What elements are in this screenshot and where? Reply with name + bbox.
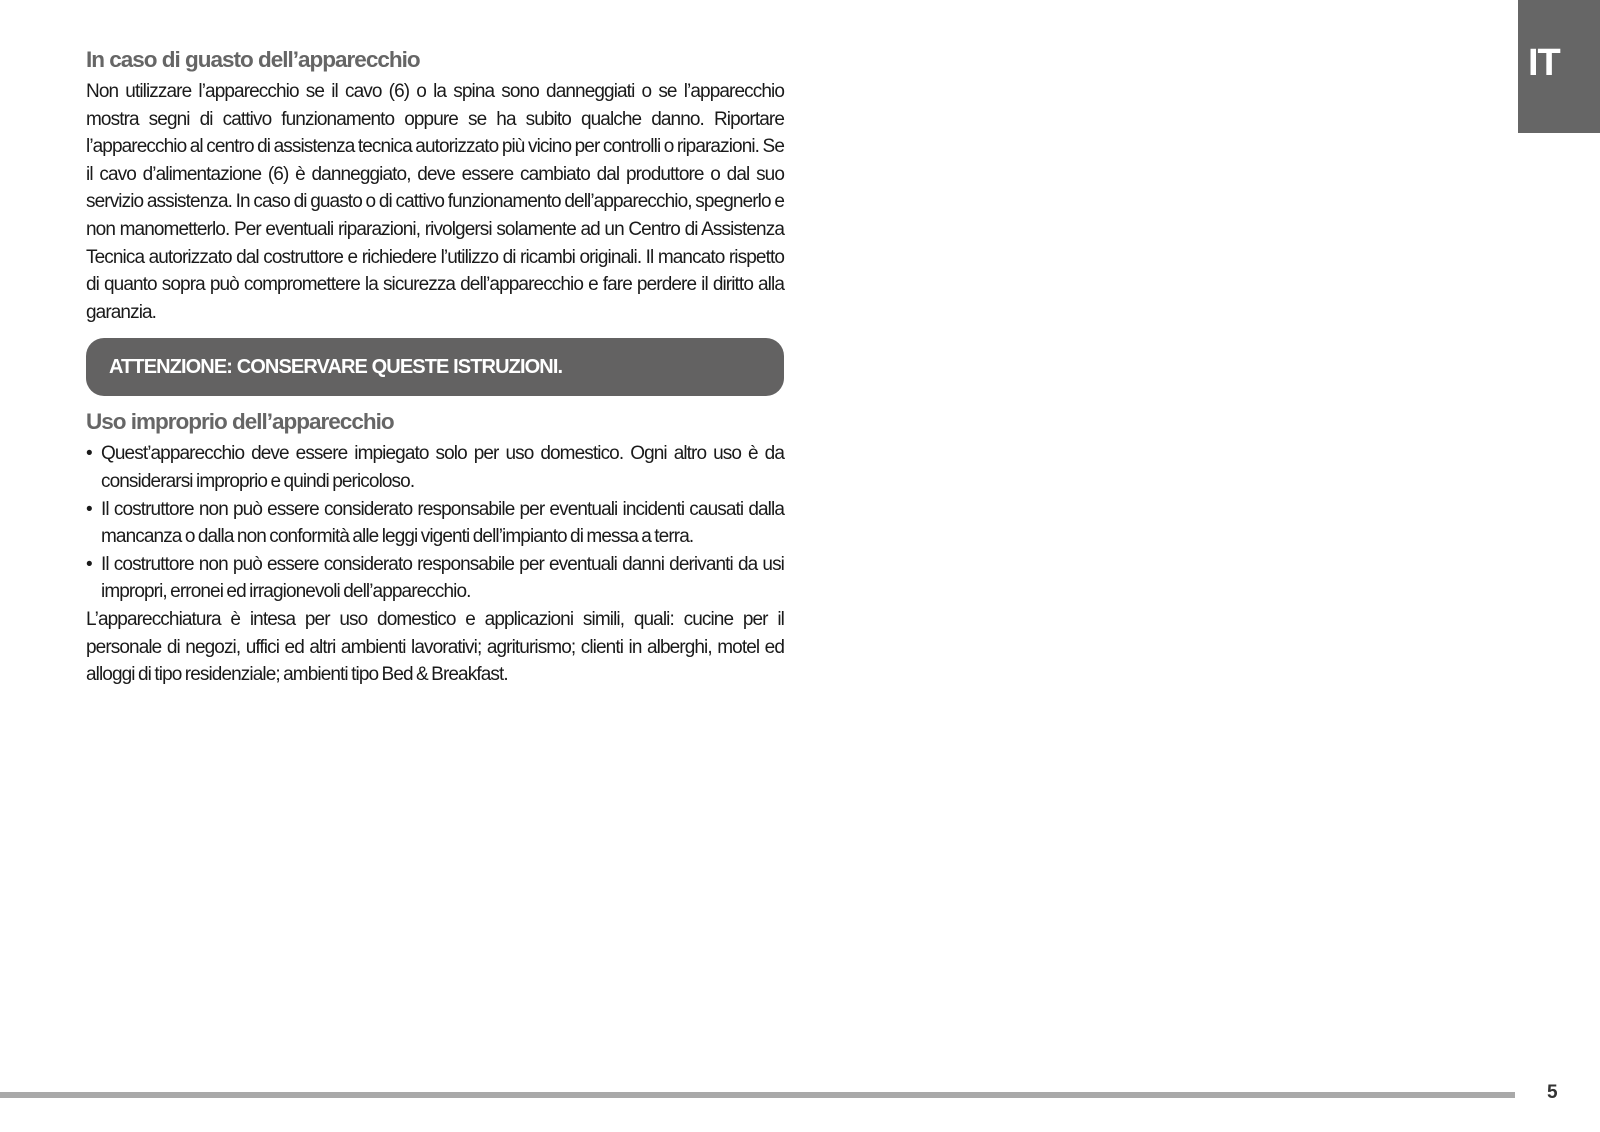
section-title-improper-use: Uso improprio dell’apparecchio — [86, 409, 394, 435]
list-item-text: Il costruttore non può essere considerato responsabile per eventuali danni derivanti da usi impropri, erronei ed irragionevoli dell’apparecchio. — [101, 553, 784, 603]
list-item — [86, 551, 784, 606]
bullet-icon: • — [86, 553, 92, 575]
warning-banner — [86, 338, 784, 396]
improper-use-list — [86, 440, 784, 606]
main-column — [86, 44, 784, 689]
footer-rule — [0, 1092, 1515, 1098]
section-body-malfunction: Non utilizzare l’apparecchio se il cavo (6) o la spina sono danneggiati o se l’apparecchio mostra segni di cattivo funzionamento oppure se ha subito qualche danno. Riportare l’apparecchio al centro di assistenza tecnica autorizzato più vicino per controlli o riparazioni. Se il cavo d’alimentazione (6) è danneggiato, deve essere cambiato dal produttore o dal suo servizio assistenza. In caso di guasto o di cattivo funzionamento dell’apparecchio, spegnerlo e non manometterlo. Per eventuali riparazioni, rivolgersi solamente ad un Centro di Assistenza Tecnica autorizzato dal costruttore e richiedere l’utilizzo di ricambi originali. Il mancato rispetto di quanto sopra può compromettere la sicurezza dell’apparecchio e fare perdere il diritto alla garanzia. — [86, 81, 784, 323]
bullet-icon: • — [86, 443, 92, 465]
bullet-icon: • — [86, 498, 92, 520]
page-number: 5 — [1547, 1082, 1558, 1103]
warning-banner-text: ATTENZIONE: CONSERVARE QUESTE ISTRUZIONI. — [109, 355, 563, 378]
language-tab: IT — [1518, 0, 1600, 133]
list-item-text: Il costruttore non può essere considerato responsabile per eventuali incidenti causati dalla mancanza o dalla non conformità alle leggi vigenti dell’impianto di messa a terra. — [101, 498, 784, 548]
list-item — [86, 496, 784, 551]
section-title-malfunction: In caso di guasto dell’apparecchio — [86, 47, 420, 72]
list-item — [86, 440, 784, 495]
section-closing-paragraph: L’apparecchiatura è intesa per uso domestico e applicazioni simili, quali: cucine per il personale di negozi, uffici ed altri ambienti lavorativi; agriturismo; clienti in alberghi, motel ed alloggi di tipo residenziale; ambienti tipo Bed & Breakfast. — [86, 608, 784, 686]
list-item-text: Quest’apparecchio deve essere impiegato solo per uso domestico. Ogni altro uso è da considerarsi improprio e quindi pericoloso. — [101, 443, 784, 492]
